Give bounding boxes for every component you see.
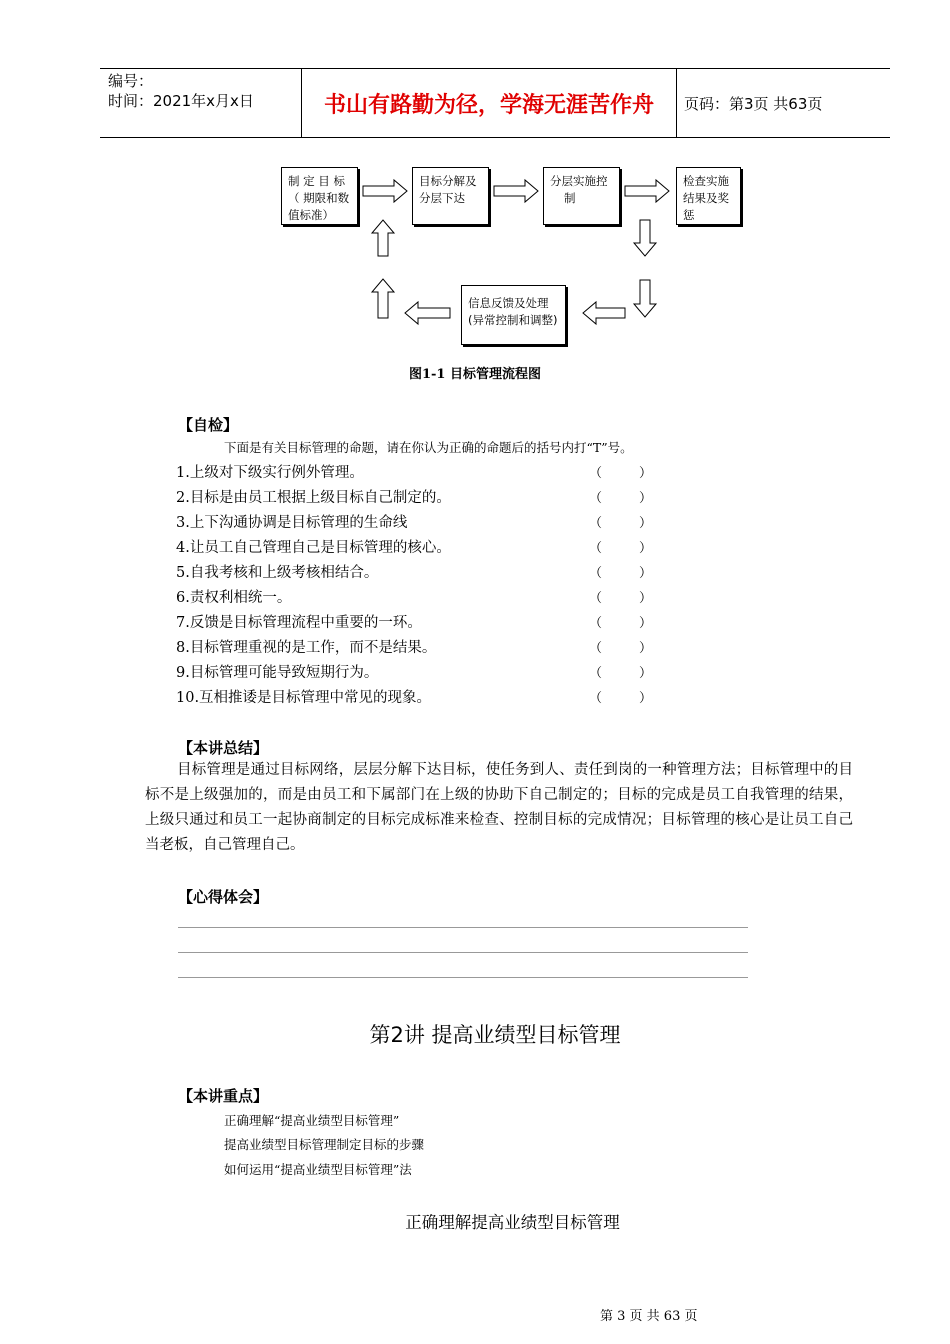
- arrow-left-icon: [583, 302, 625, 324]
- question-item: 7.反馈是目标管理流程中重要的一环。: [176, 615, 422, 631]
- flow-box-text: （ 期限和数: [288, 191, 350, 205]
- flow-box-text: 分层实施控: [550, 174, 608, 188]
- arrow-right-icon: [363, 180, 407, 202]
- arrow-down-icon: [634, 220, 656, 256]
- answer-parentheses[interactable]: （ ）: [589, 541, 653, 556]
- section-subheading: 正确理解提高业绩型目标管理: [405, 1213, 620, 1232]
- figure-caption: 图1-1 目标管理流程图: [408, 367, 541, 382]
- flow-box-text: 制: [564, 191, 576, 205]
- lecture-title: 第2讲 提高业绩型目标管理: [369, 1023, 621, 1047]
- question-item: 6.责权利相统一。: [176, 590, 292, 606]
- summary-title: 【本讲总结】: [178, 739, 269, 757]
- arrow-up-icon: [372, 220, 394, 256]
- writing-line[interactable]: [178, 952, 748, 953]
- flow-box-text: 信息反馈及处理: [468, 296, 549, 310]
- arrow-up-icon: [372, 279, 394, 318]
- flow-box-text: 制 定 目 标: [288, 174, 345, 188]
- answer-parentheses[interactable]: （ ）: [589, 491, 653, 506]
- answer-parentheses[interactable]: （ ）: [589, 666, 653, 681]
- header-page-label: 页码：第3页 共63页: [684, 95, 823, 113]
- question-item: 5.自我考核和上级考核相结合。: [176, 565, 379, 581]
- question-item: 2.目标是由员工根据上级目标自己制定的。: [176, 490, 451, 506]
- question-item: 4.让员工自己管理自己是目标管理的核心。: [176, 540, 451, 556]
- focus-item: 如何运用“提高业绩型目标管理”法: [224, 1162, 412, 1177]
- arrow-down-icon: [634, 280, 656, 317]
- question-item: 3.上下沟通协调是目标管理的生命线: [176, 515, 408, 531]
- arrow-right-icon: [494, 180, 538, 202]
- arrow-left-icon: [405, 302, 450, 324]
- flow-box-text: 分层下达: [419, 191, 465, 205]
- answer-parentheses[interactable]: （ ）: [589, 641, 653, 656]
- time-label: 时间：2021年x月x日: [108, 92, 254, 110]
- focus-title: 【本讲重点】: [178, 1087, 269, 1105]
- answer-parentheses[interactable]: （ ）: [589, 691, 653, 706]
- flow-box-text: 惩: [683, 208, 695, 222]
- answer-parentheses[interactable]: （ ）: [589, 566, 653, 581]
- reflection-title: 【心得体会】: [178, 888, 269, 906]
- page-footer: 第 3 页 共 63 页: [600, 1309, 698, 1324]
- answer-parentheses[interactable]: （ ）: [589, 616, 653, 631]
- flow-box-text: 结果及奖: [683, 191, 729, 205]
- self-check-instruction: 下面是有关目标管理的命题，请在你认为正确的命题后的括号内打“T”号。: [224, 440, 633, 455]
- question-item: 10.互相推诿是目标管理中常见的现象。: [176, 690, 432, 706]
- flow-box-text: 值标准）: [288, 208, 334, 222]
- answer-parentheses[interactable]: （ ）: [589, 516, 653, 531]
- flow-box-text: 目标分解及: [419, 174, 477, 188]
- summary-paragraph: 目标管理是通过目标网络，层层分解下达目标，使任务到人、责任到岗的一种管理方法；目标管理中的目标不是上级强加的，而是由员工和下属部门在上级的协助下自己制定的；目标的完成是员工自我管理的结果，上级只通过和员工一起协商制定的目标完成标准来检查、控制目标的完成情况；目标管理的核心是让员工自己当老板，自己管理自己。: [145, 762, 853, 853]
- flow-box-text: 检查实施: [683, 174, 729, 188]
- focus-item: 正确理解“提高业绩型目标管理”: [224, 1113, 400, 1128]
- flow-box-text: (异常控制和调整): [468, 313, 558, 327]
- header-motto: 书山有路勤为径，学海无涯苦作舟: [323, 91, 654, 118]
- number-label: 编号：: [108, 72, 154, 90]
- question-item: 8.目标管理重视的是工作，而不是结果。: [176, 640, 437, 656]
- self-check-title: 【自检】: [178, 416, 239, 434]
- flow-arrows: [0, 0, 950, 360]
- question-item: 1.上级对下级实行例外管理。: [176, 465, 364, 481]
- question-item: 9.目标管理可能导致短期行为。: [176, 665, 379, 681]
- writing-line[interactable]: [178, 927, 748, 928]
- answer-parentheses[interactable]: （ ）: [589, 591, 653, 606]
- answer-parentheses[interactable]: （ ）: [589, 466, 653, 481]
- arrow-right-icon: [625, 180, 669, 202]
- focus-item: 提高业绩型目标管理制定目标的步骤: [224, 1137, 425, 1152]
- writing-line[interactable]: [178, 977, 748, 978]
